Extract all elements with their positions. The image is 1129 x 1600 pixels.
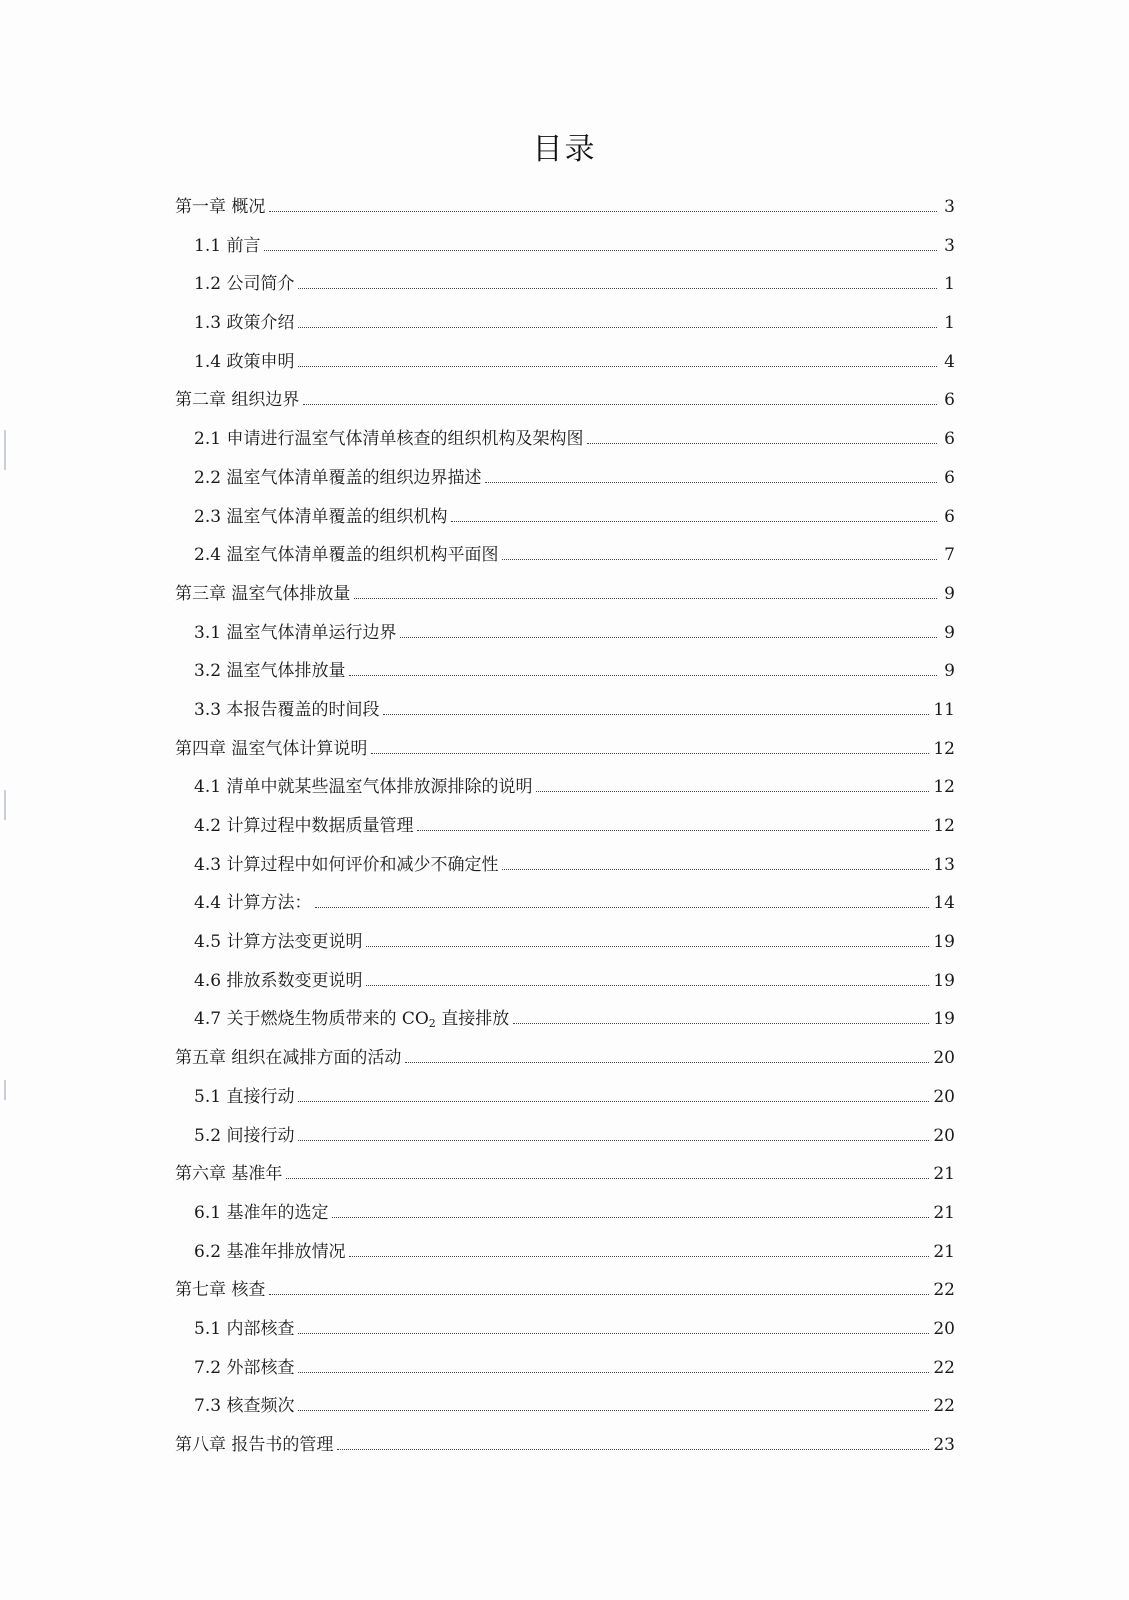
toc-entry-page-number: 11 xyxy=(933,699,955,720)
toc-entry-page-number: 14 xyxy=(933,893,955,914)
toc-section-entry[interactable] xyxy=(175,349,955,388)
toc-section-entry[interactable] xyxy=(175,774,955,813)
toc-entry-label: 7.2 外部核查 xyxy=(194,1357,295,1378)
toc-entry-page-number: 20 xyxy=(933,1318,955,1339)
dot-leader xyxy=(303,403,937,405)
toc-entry-page-number: 1 xyxy=(944,274,955,295)
dot-leader xyxy=(485,481,937,483)
dot-leader xyxy=(417,829,929,831)
dot-leader xyxy=(298,1409,929,1411)
toc-section-entry[interactable] xyxy=(175,852,955,891)
toc-entry-label: 4.7 关于燃烧生物质带来的 $CO_2$ 直接排放 xyxy=(194,1009,510,1031)
toc-entry-label: 3.3 本报告覆盖的时间段 xyxy=(194,699,380,720)
dot-leader xyxy=(264,249,937,251)
toc-section-entry[interactable] xyxy=(175,1393,955,1432)
toc-entry-label: 4.3 计算过程中如何评价和减少不确定性 xyxy=(194,854,499,875)
toc-section-entry[interactable] xyxy=(175,310,955,349)
toc-entry-label: 6.2 基准年排放情况 xyxy=(194,1241,346,1262)
toc-entry-page-number: 20 xyxy=(933,1086,955,1107)
toc-entry-label: 1.4 政策申明 xyxy=(194,351,295,372)
dot-leader xyxy=(349,674,937,676)
toc-entry-page-number: 12 xyxy=(933,816,955,836)
toc-section-entry[interactable] xyxy=(175,1123,955,1162)
dot-leader xyxy=(513,1022,929,1024)
toc-entry-page-number: 6 xyxy=(944,506,955,527)
toc-entry-label: 1.3 政策介绍 xyxy=(194,313,295,334)
toc-section-entry[interactable] xyxy=(175,697,955,736)
toc-entry-label: 7.3 核查频次 xyxy=(194,1396,295,1417)
toc-entry-label: 4.5 计算方法变更说明 xyxy=(194,932,363,953)
toc-entry-page-number: 9 xyxy=(944,661,955,682)
toc-entry-label: 2.4 温室气体清单覆盖的组织机构平面图 xyxy=(194,545,499,566)
toc-entry-label: 2.3 温室气体清单覆盖的组织机构 xyxy=(194,506,448,527)
toc-entry-page-number: 19 xyxy=(933,970,955,991)
dot-leader xyxy=(298,1332,929,1334)
scan-artifact xyxy=(4,430,6,470)
toc-entry-label: 5.2 间接行动 xyxy=(194,1125,295,1146)
toc-section-entry[interactable] xyxy=(175,929,955,968)
toc-section-entry[interactable] xyxy=(175,620,955,659)
toc-entry-label: 第四章 温室气体计算说明 xyxy=(175,738,368,759)
toc-entry-page-number: 12 xyxy=(933,738,955,759)
toc-entry-page-number: 6 xyxy=(944,390,955,411)
dot-leader xyxy=(298,287,937,289)
toc-section-entry[interactable] xyxy=(175,465,955,504)
toc-entry-label: 第六章 基准年 xyxy=(175,1164,283,1185)
toc-entry-page-number: 13 xyxy=(933,854,955,875)
toc-entry-page-number: 6 xyxy=(944,467,955,488)
toc-entry-page-number: 21 xyxy=(933,1241,955,1262)
toc-entry-page-number: 9 xyxy=(944,622,955,643)
dot-leader xyxy=(315,906,929,908)
toc-section-entry[interactable] xyxy=(175,1239,955,1278)
dot-leader xyxy=(298,1371,929,1373)
toc-entry-page-number: 3 xyxy=(944,197,955,217)
toc-section-entry[interactable] xyxy=(175,1200,955,1239)
toc-section-entry[interactable] xyxy=(175,1006,955,1045)
dot-leader xyxy=(451,520,937,522)
toc-entry-label: 第五章 组织在减排方面的活动 xyxy=(175,1048,402,1069)
toc-entry-label: 第二章 组织边界 xyxy=(175,390,300,411)
dot-leader xyxy=(269,1293,929,1295)
toc-entry-subscript: 2 xyxy=(428,1017,436,1031)
toc-entry-page-number: 1 xyxy=(944,313,955,334)
toc-entry-label: 4.1 清单中就某些温室气体排放源排除的说明 xyxy=(194,777,533,798)
toc-entry-page-number: 22 xyxy=(933,1396,955,1417)
dot-leader xyxy=(400,636,937,638)
toc-entry-page-number: 19 xyxy=(933,1009,955,1030)
toc-entry-page-number: 22 xyxy=(933,1280,955,1301)
toc-section-entry[interactable] xyxy=(175,813,955,852)
toc-entry-page-number: 19 xyxy=(933,932,955,953)
dot-leader xyxy=(332,1216,929,1218)
toc-entry-label: 第七章 核查 xyxy=(175,1280,266,1301)
toc-section-entry[interactable] xyxy=(175,658,955,697)
toc-section-entry[interactable] xyxy=(175,1355,955,1394)
toc-entry-page-number: 21 xyxy=(933,1164,955,1185)
toc-entry-label: 第一章 概况 xyxy=(175,197,266,217)
toc-entry-page-number: 20 xyxy=(933,1125,955,1146)
toc-section-entry[interactable] xyxy=(175,233,955,272)
toc-entry-page-number: 21 xyxy=(933,1202,955,1223)
toc-entry-label: 2.2 温室气体清单覆盖的组织边界描述 xyxy=(194,467,482,488)
dot-leader xyxy=(337,1448,929,1450)
toc-section-entry[interactable] xyxy=(175,1084,955,1123)
dot-leader xyxy=(298,365,937,367)
toc-entry-page-number: 22 xyxy=(933,1357,955,1378)
toc-section-entry[interactable] xyxy=(175,271,955,310)
toc-section-entry[interactable] xyxy=(175,542,955,581)
toc-chapter-entry[interactable] xyxy=(175,387,955,426)
toc-entry-page-number: 12 xyxy=(933,777,955,798)
toc-section-entry[interactable] xyxy=(175,1316,955,1355)
dot-leader xyxy=(366,984,929,986)
toc-entry-label: 2.1 申请进行温室气体清单核查的组织机构及架构图 xyxy=(194,429,584,450)
dot-leader xyxy=(354,597,937,599)
toc-chapter-entry[interactable] xyxy=(175,1277,955,1316)
toc-section-entry[interactable] xyxy=(175,504,955,543)
toc-chapter-entry[interactable] xyxy=(175,581,955,620)
toc-chapter-entry[interactable] xyxy=(175,736,955,775)
toc-entry-label: 4.2 计算过程中数据质量管理 xyxy=(194,816,414,836)
toc-entry-label: 5.1 直接行动 xyxy=(194,1086,295,1107)
toc-chapter-entry[interactable] xyxy=(175,1161,955,1200)
toc-entry-page-number: 6 xyxy=(944,429,955,450)
toc-entry-page-number: 3 xyxy=(944,235,955,256)
dot-leader xyxy=(298,1139,929,1141)
toc-entry-page-number: 9 xyxy=(944,583,955,604)
toc-entry-label: 5.1 内部核查 xyxy=(194,1318,295,1339)
toc-title: 目录 xyxy=(532,132,597,167)
dot-leader xyxy=(502,868,929,870)
toc-entry-page-number: 23 xyxy=(933,1435,955,1455)
dot-leader xyxy=(502,558,937,560)
toc-entry-label: 4.6 排放系数变更说明 xyxy=(194,970,363,991)
toc-section-entry[interactable] xyxy=(175,426,955,465)
toc-chapter-entry[interactable] xyxy=(175,1432,955,1471)
table-of-contents xyxy=(175,194,955,1471)
toc-entry-label: 1.2 公司简介 xyxy=(194,274,295,295)
dot-leader xyxy=(286,1177,929,1179)
dot-leader xyxy=(349,1255,929,1257)
toc-entry-label: 3.2 温室气体排放量 xyxy=(194,661,346,682)
dot-leader xyxy=(366,945,929,947)
dot-leader xyxy=(587,442,937,444)
toc-entry-page-number: 4 xyxy=(944,351,955,372)
toc-entry-label: 6.1 基准年的选定 xyxy=(194,1202,329,1223)
toc-section-entry[interactable] xyxy=(175,968,955,1007)
dot-leader xyxy=(269,210,937,212)
toc-entry-label: 第三章 温室气体排放量 xyxy=(175,583,351,604)
toc-entry-page-number: 20 xyxy=(933,1048,955,1069)
toc-chapter-entry[interactable] xyxy=(175,1045,955,1084)
toc-entry-label: 第八章 报告书的管理 xyxy=(175,1435,334,1455)
toc-entry-page-number: 7 xyxy=(944,545,955,566)
toc-entry-label: 3.1 温室气体清单运行边界 xyxy=(194,622,397,643)
scan-artifact xyxy=(4,1080,6,1100)
dot-leader xyxy=(383,713,929,715)
toc-chapter-entry[interactable] xyxy=(175,194,955,233)
toc-section-entry[interactable] xyxy=(175,890,955,929)
toc-entry-label: 1.1 前言 xyxy=(194,235,261,256)
dot-leader xyxy=(405,1061,929,1063)
dot-leader xyxy=(298,1100,929,1102)
dot-leader xyxy=(536,790,929,792)
dot-leader xyxy=(371,752,929,754)
scan-artifact xyxy=(4,790,6,820)
dot-leader xyxy=(298,326,937,328)
toc-entry-label: 4.4 计算方法： xyxy=(194,893,312,914)
